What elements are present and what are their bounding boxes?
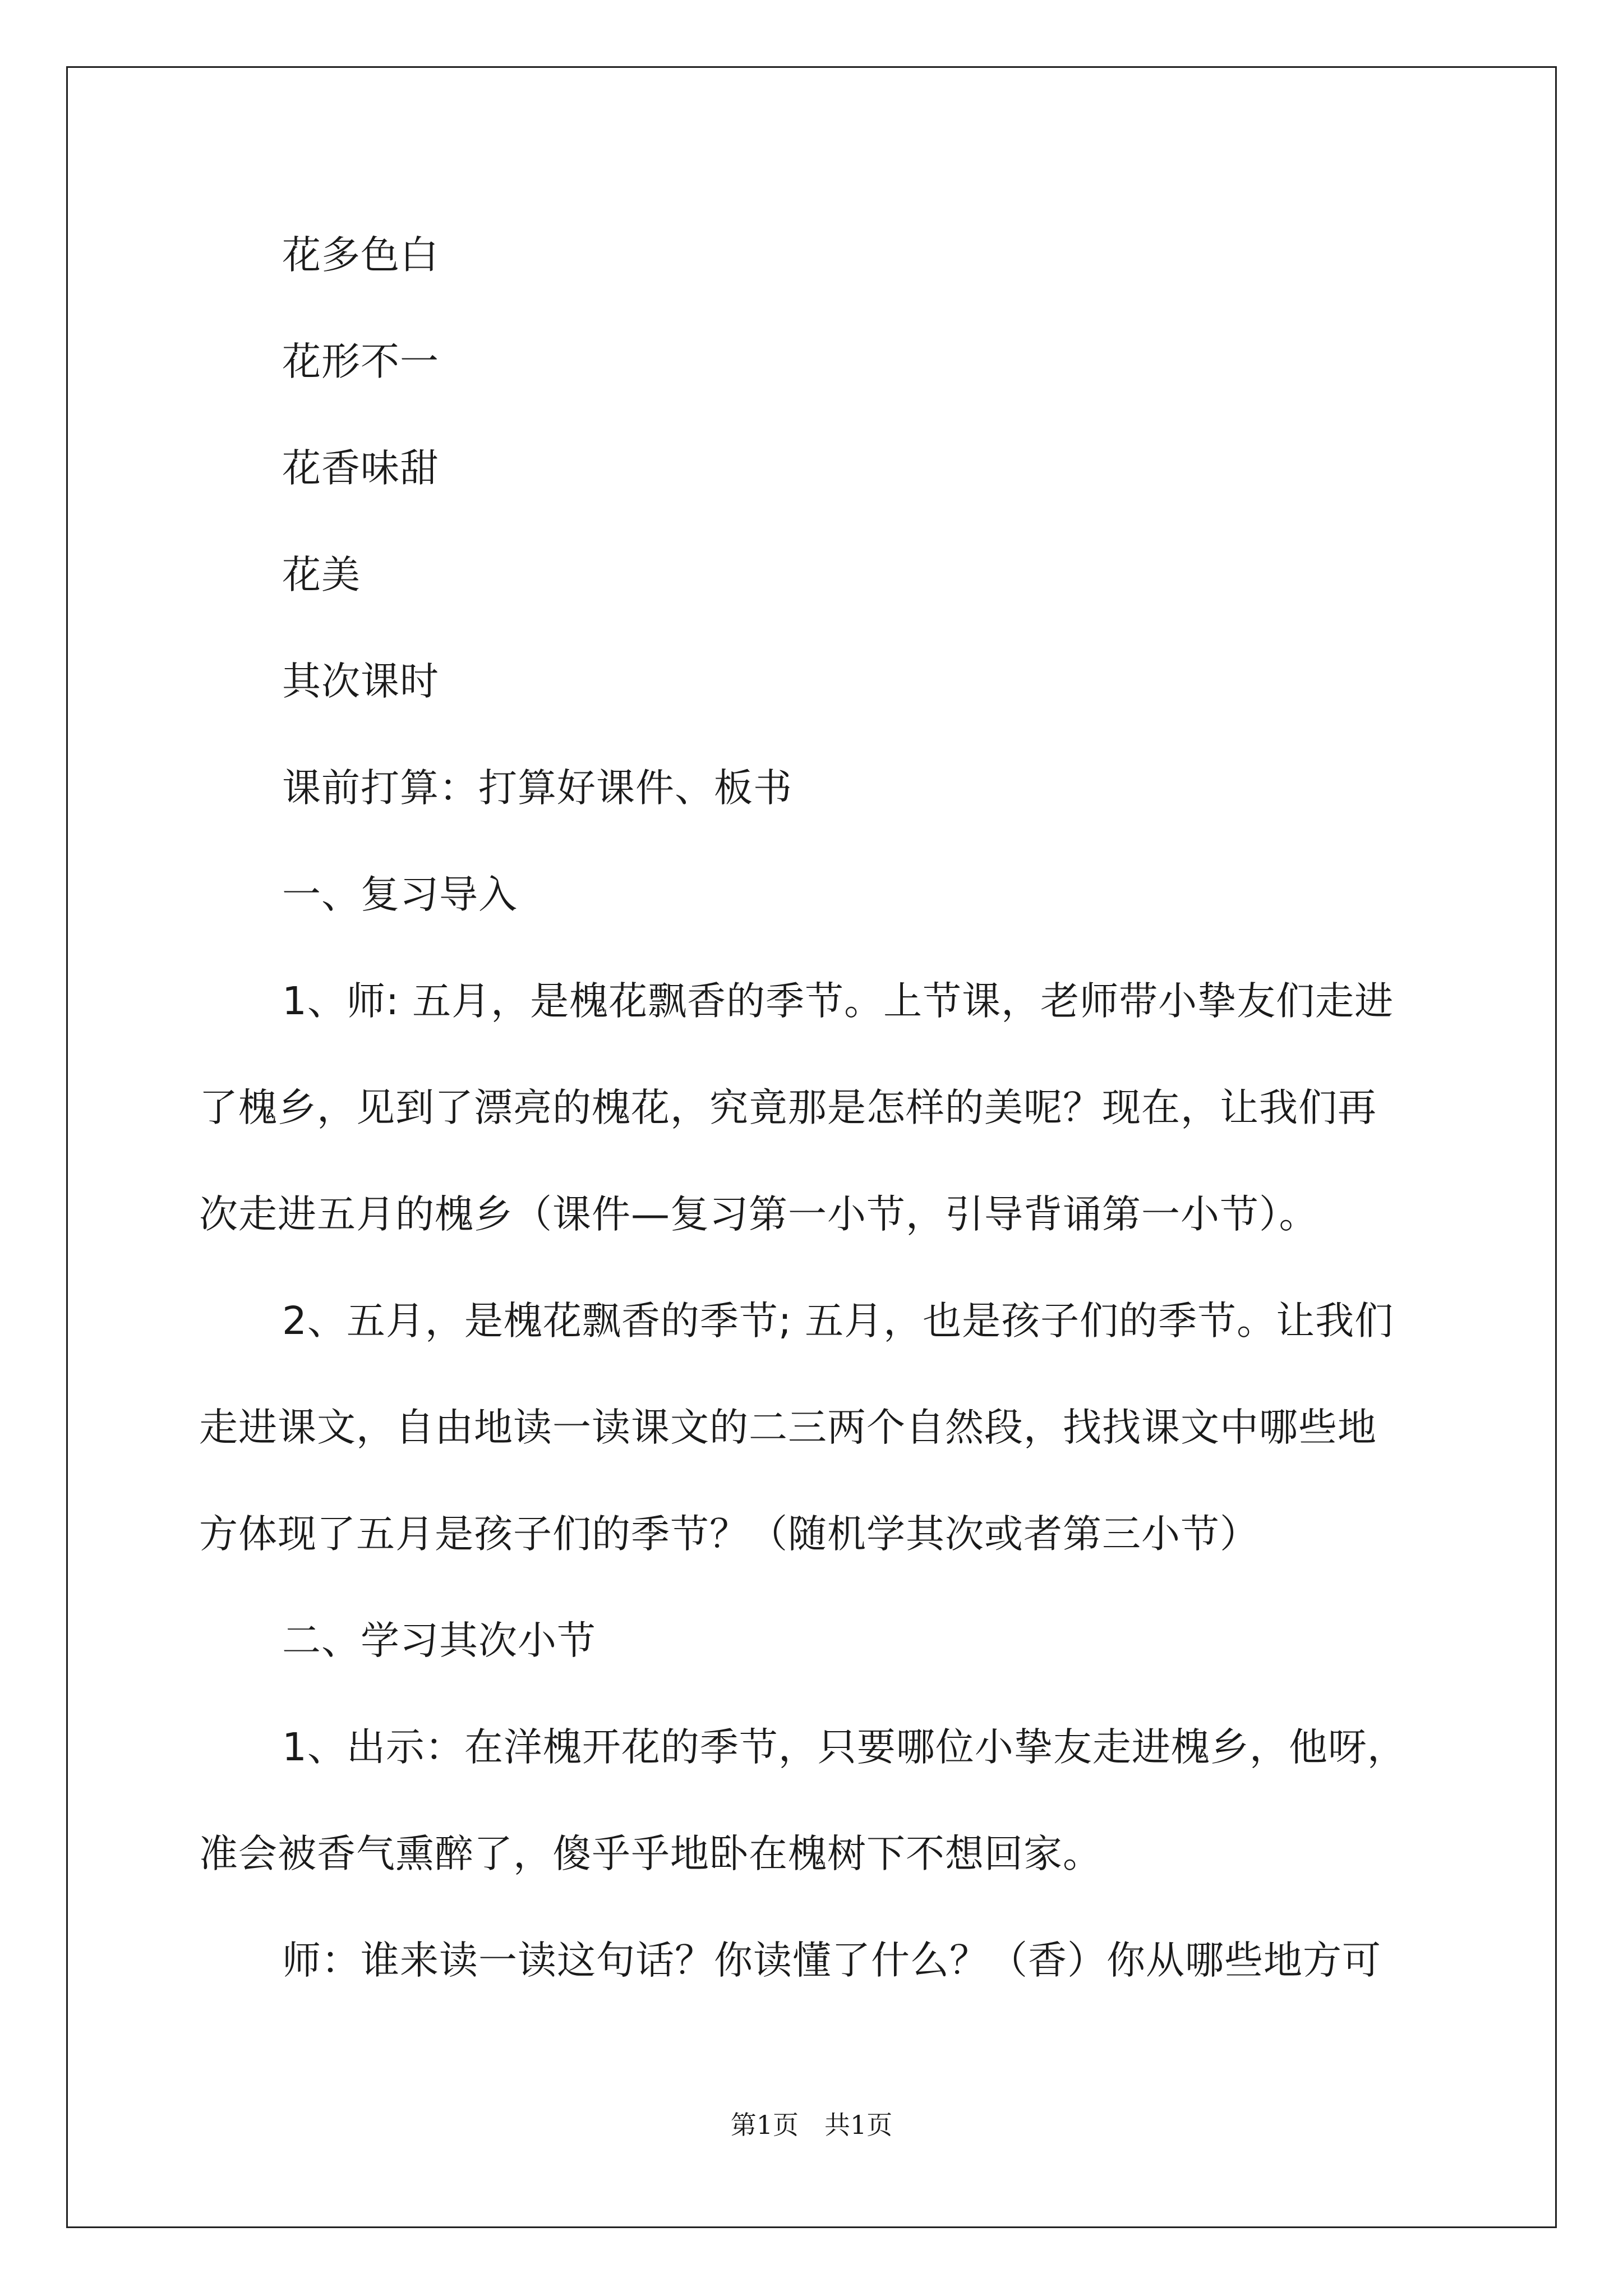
text-line: 方体现了五月是孩子们的季节？（随机学其次或者第三小节） bbox=[199, 1512, 1259, 1557]
text-line: 花香味甜 bbox=[282, 446, 439, 491]
text-line: 课前打算：打算好课件、板书 bbox=[282, 766, 792, 811]
text-line: 师：谁来读一读这句话？你读懂了什么？（香）你从哪些地方可 bbox=[282, 1938, 1381, 1983]
text-line: 1、师: 五月，是槐花飘香的季节。上节课，老师带小挚友们走进 bbox=[282, 979, 1394, 1024]
text-line: 1、出示：在洋槐开花的季节，只要哪位小挚友走进槐乡，他呀， bbox=[282, 1725, 1407, 1770]
text-line: 走进课文，自由地读一读课文的二三两个自然段，找找课文中哪些地 bbox=[199, 1405, 1377, 1450]
text-line: 花美 bbox=[282, 553, 361, 597]
section-heading: 二、学习其次小节 bbox=[282, 1618, 596, 1663]
text-line: 了槐乡，见到了漂亮的槐花，究竟那是怎样的美呢？现在，让我们再 bbox=[199, 1085, 1377, 1130]
page-number-footer: 第1页 共1页 bbox=[730, 2110, 893, 2140]
text-line: 花形不一 bbox=[282, 339, 439, 384]
text-line: 花多色白 bbox=[282, 233, 439, 278]
text-line: 2、五月，是槐花飘香的季节; 五月，也是孩子们的季节。让我们 bbox=[282, 1299, 1394, 1343]
text-line: 准会被香气熏醉了，傻乎乎地卧在槐树下不想回家。 bbox=[199, 1832, 1102, 1876]
section-heading: 其次课时 bbox=[282, 659, 439, 704]
text-line: 次走进五月的槐乡（课件—复习第一小节，引导背诵第一小节）。 bbox=[199, 1192, 1318, 1237]
document-body bbox=[199, 202, 1422, 2014]
section-heading: 一、复习导入 bbox=[282, 872, 518, 917]
